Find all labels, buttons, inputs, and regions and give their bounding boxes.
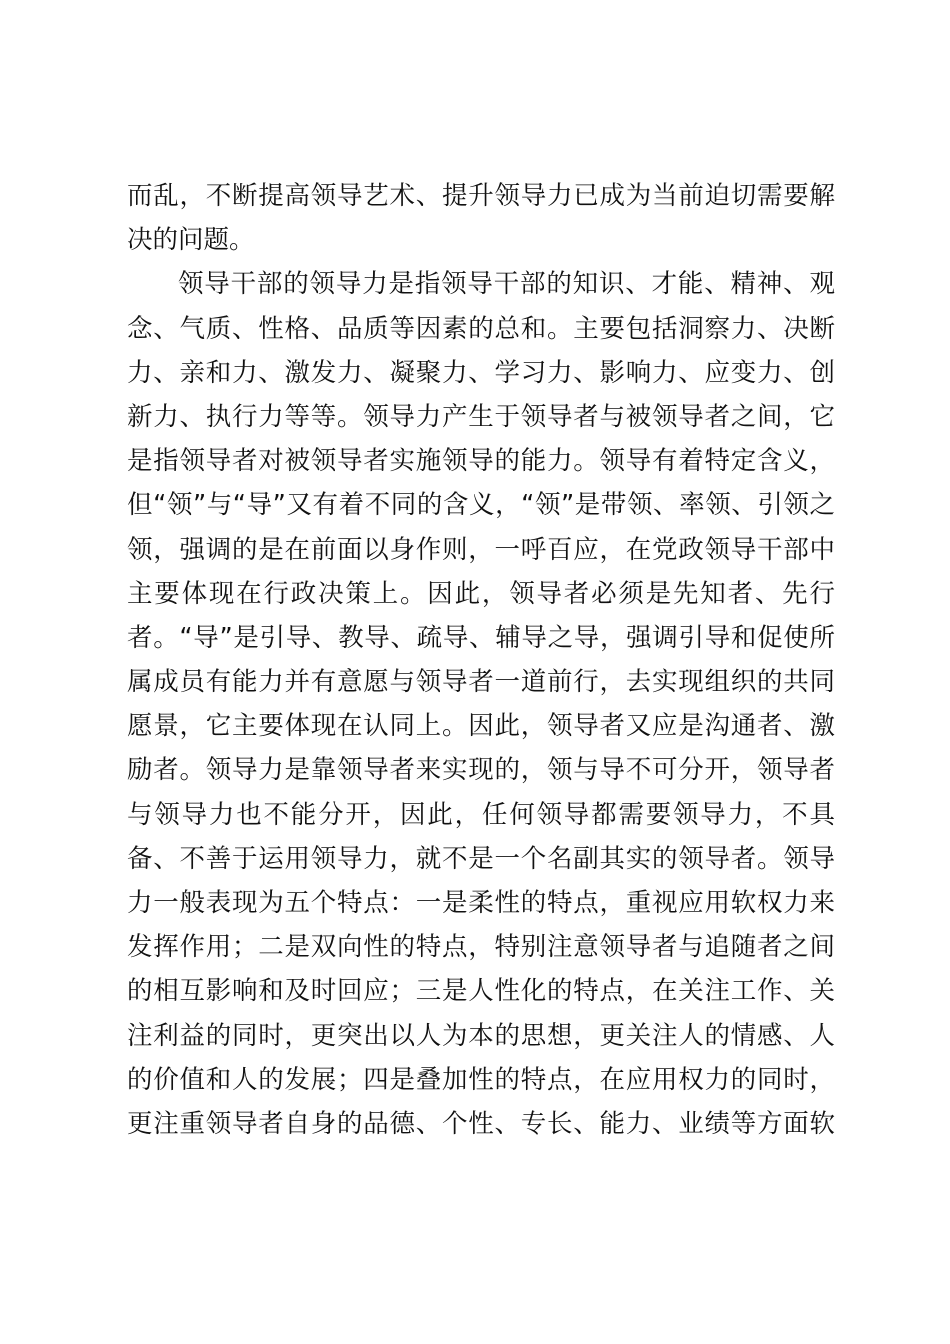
text-line: 注利益的同时，更突出以人为本的思想，更关注人的情感、人: [127, 1020, 835, 1051]
text-line: 备、不善于运用领导力，就不是一个名副其实的领导者。领导: [127, 843, 835, 874]
text-line: 决的问题。: [127, 225, 255, 256]
text-line: 领，强调的是在前面以身作则，一呼百应，在党政领导干部中: [127, 534, 835, 565]
text-line: 与领导力也不能分开，因此，任何领导都需要领导力，不具: [127, 799, 835, 830]
text-line: 者。“导”是引导、教导、疏导、辅导之导，强调引导和促使所: [127, 622, 835, 653]
text-line: 力一般表现为五个特点：一是柔性的特点，重视应用软权力来: [127, 888, 835, 918]
text-line: 主要体现在行政决策上。因此，领导者必须是先知者、先行: [127, 578, 835, 609]
paragraph-first-line: 领导干部的领导力是指领导干部的知识、才能、精神、观: [178, 269, 835, 300]
text-line: 发挥作用；二是双向性的特点，特别注意领导者与追随者之间: [127, 932, 835, 963]
text-line: 的相互影响和及时回应；三是人性化的特点，在关注工作、关: [127, 976, 835, 1007]
text-line: 新力、执行力等等。领导力产生于领导者与被领导者之间，它: [127, 401, 835, 432]
text-line: 的价值和人的发展；四是叠加性的特点，在应用权力的同时，: [127, 1064, 835, 1095]
text-line: 而乱，不断提高领导艺术、提升领导力已成为当前迫切需要解: [127, 181, 835, 211]
text-line: 念、气质、性格、品质等因素的总和。主要包括洞察力、决断: [127, 313, 835, 344]
text-line: 属成员有能力并有意愿与领导者一道前行，去实现组织的共同: [127, 667, 835, 698]
text-line: 励者。领导力是靠领导者来实现的，领与导不可分开，领导者: [127, 755, 835, 786]
body-text: [127, 174, 835, 1146]
text-line: 愿景，它主要体现在认同上。因此，领导者又应是沟通者、激: [127, 711, 835, 742]
text-line: 力、亲和力、激发力、凝聚力、学习力、影响力、应变力、创: [127, 357, 835, 388]
text-line: 但“领”与“导”又有着不同的含义，“领”是带领、率领、引领之: [127, 490, 835, 521]
text-line: 更注重领导者自身的品德、个性、专长、能力、业绩等方面软: [127, 1108, 835, 1139]
text-line: 是指领导者对被领导者实施领导的能力。领导有着特定含义，: [127, 446, 835, 477]
